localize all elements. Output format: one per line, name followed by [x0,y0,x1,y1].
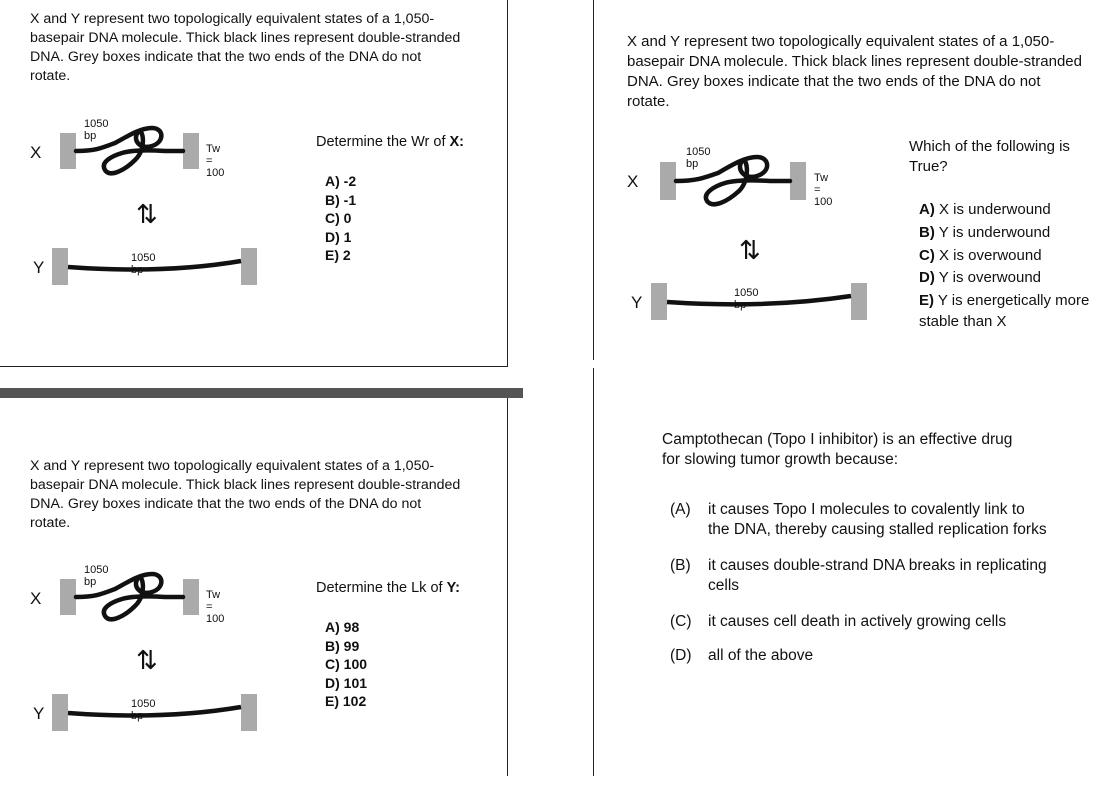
panel2-intro [627,32,1107,112]
intro-line: rotate. [30,68,71,84]
supercoiled-dna-x [60,564,200,634]
option-item[interactable] [670,500,1090,540]
equilibrium-arrows: ⇅ [136,199,158,229]
panel-divider-top-right [593,0,594,360]
bp-label-y: 1050 bp [131,252,156,276]
option-letter: (A) [670,501,691,518]
option-item[interactable] [670,556,1090,596]
option-item[interactable]: D) 1 [325,228,352,245]
option-text [708,612,1006,632]
prompt-line: Which of the following is [909,138,1070,155]
option-continuation: stable than X [919,312,1007,330]
relaxed-dna-y [52,248,262,288]
option-item[interactable]: B) -1 [325,191,357,208]
intro-line: rotate. [627,93,670,110]
option-text: Y is overwound [934,269,1042,287]
option-item[interactable] [919,267,1089,290]
option-item[interactable]: A) -2 [325,173,357,189]
option-item[interactable] [919,245,1089,268]
intro-line: rotate. [30,515,71,531]
question2-options [919,199,1089,331]
equilibrium-arrows: ⇅ [739,235,761,265]
option-item[interactable] [670,646,1090,666]
question4-prompt [662,430,1012,470]
question2-prompt [909,137,1070,177]
panel-divider-top-left [507,0,508,366]
option-letter: D) [919,269,935,287]
option-item[interactable]: E) 2 [325,247,351,263]
twist-label: Tw = 100 [814,172,833,208]
option-text [708,556,1047,596]
option-item[interactable] [919,222,1089,245]
bp-label-x: 1050 bp [686,146,711,170]
option-line: it causes cell death in actively growing cells [708,613,1007,630]
option-item[interactable] [670,612,1090,632]
intro-line: X and Y represent two topologically equivalent states of a 1,050- [627,33,1055,50]
option-item[interactable]: C) 100 [325,656,368,672]
question4-options [670,500,1090,666]
state-x-label: X [627,172,639,191]
panel-divider-bottom-left [507,398,508,776]
bp-label-x: 1050 bp [84,118,109,142]
twist-label: Tw = 100 [206,589,225,625]
intro-line: DNA. Grey boxes indicate that the two ends of the DNA do not [30,49,422,65]
option-text: X is underwound [934,201,1051,218]
option-item[interactable]: E) 102 [325,693,367,709]
option-text: Y is energetically more [934,292,1090,310]
supercoiled-dna-x [60,118,200,188]
intro-line: basepair DNA molecule. Thick black lines represent double-stranded [30,477,461,493]
bp-label-x: 1050 bp [84,564,109,588]
option-text: Y is underwound [934,223,1051,241]
option-item[interactable]: D) 101 [325,674,368,691]
question1-prompt-target: X: [449,134,465,150]
panel1-intro [30,10,500,86]
option-letter: E) [919,292,934,310]
prompt-line: for slowing tumor growth because: [662,451,899,468]
option-item[interactable]: C) 0 [325,210,352,226]
option-line: it causes Topo I molecules to covalently link to [708,501,1025,518]
option-text [708,646,813,666]
option-letter: (C) [670,613,692,630]
intro-line: X and Y represent two topologically equivalent states of a 1,050- [30,11,435,27]
question1-options [325,172,356,265]
twist-label: Tw = 100 [206,143,225,179]
prompt-line: True? [909,158,948,175]
state-y-label: Y [33,704,45,723]
intro-line: basepair DNA molecule. Thick black lines represent double-stranded [627,53,1082,70]
option-letter: B) [919,223,935,241]
intro-line: X and Y represent two topologically equivalent states of a 1,050- [30,458,435,474]
intro-line: DNA. Grey boxes indicate that the two ends of the DNA do not [30,496,422,512]
state-x-label: X [30,589,42,608]
intro-line: basepair DNA molecule. Thick black lines represent double-stranded [30,30,461,46]
option-item[interactable] [919,290,1089,313]
prompt-line: Camptothecan (Topo I inhibitor) is an effective drug [662,431,1013,448]
option-item[interactable] [919,199,1089,222]
panel-divider-top-left-bottom [0,366,508,367]
option-letter: C) [919,246,935,264]
bp-label-y: 1050 bp [734,287,759,311]
option-line: all of the above [708,647,814,664]
state-y-label: Y [631,293,643,312]
option-letter: (B) [670,557,691,574]
question1-prompt [316,134,464,150]
question3-options [325,618,367,711]
supercoiled-dna-x [660,146,810,220]
question3-prompt-text: Determine the Lk of [316,580,447,596]
question1-prompt-text: Determine the Wr of [316,134,450,150]
question3-prompt-target: Y: [446,580,461,596]
option-letter: A) [919,201,935,218]
option-text: X is overwound [934,246,1042,264]
intro-line: DNA. Grey boxes indicate that the two ends of the DNA do not [627,73,1041,90]
panel3-intro [30,457,500,533]
option-item[interactable]: A) 98 [325,619,360,635]
relaxed-dna-y [52,694,262,734]
relaxed-dna-y [651,283,871,323]
option-item[interactable]: B) 99 [325,637,360,654]
state-x-label: X [30,143,42,162]
option-letter: (D) [670,647,692,664]
question3-prompt [316,580,460,596]
panel-separator-bar [0,388,523,398]
option-line: it causes double-strand DNA breaks in replicating [708,557,1047,574]
equilibrium-arrows: ⇅ [136,645,158,675]
bp-label-y: 1050 bp [131,698,156,722]
state-y-label: Y [33,258,45,277]
option-line: cells [708,577,740,594]
option-line: the DNA, thereby causing stalled replication forks [708,521,1047,538]
option-text [708,500,1047,540]
panel-divider-bottom-right [593,368,594,776]
